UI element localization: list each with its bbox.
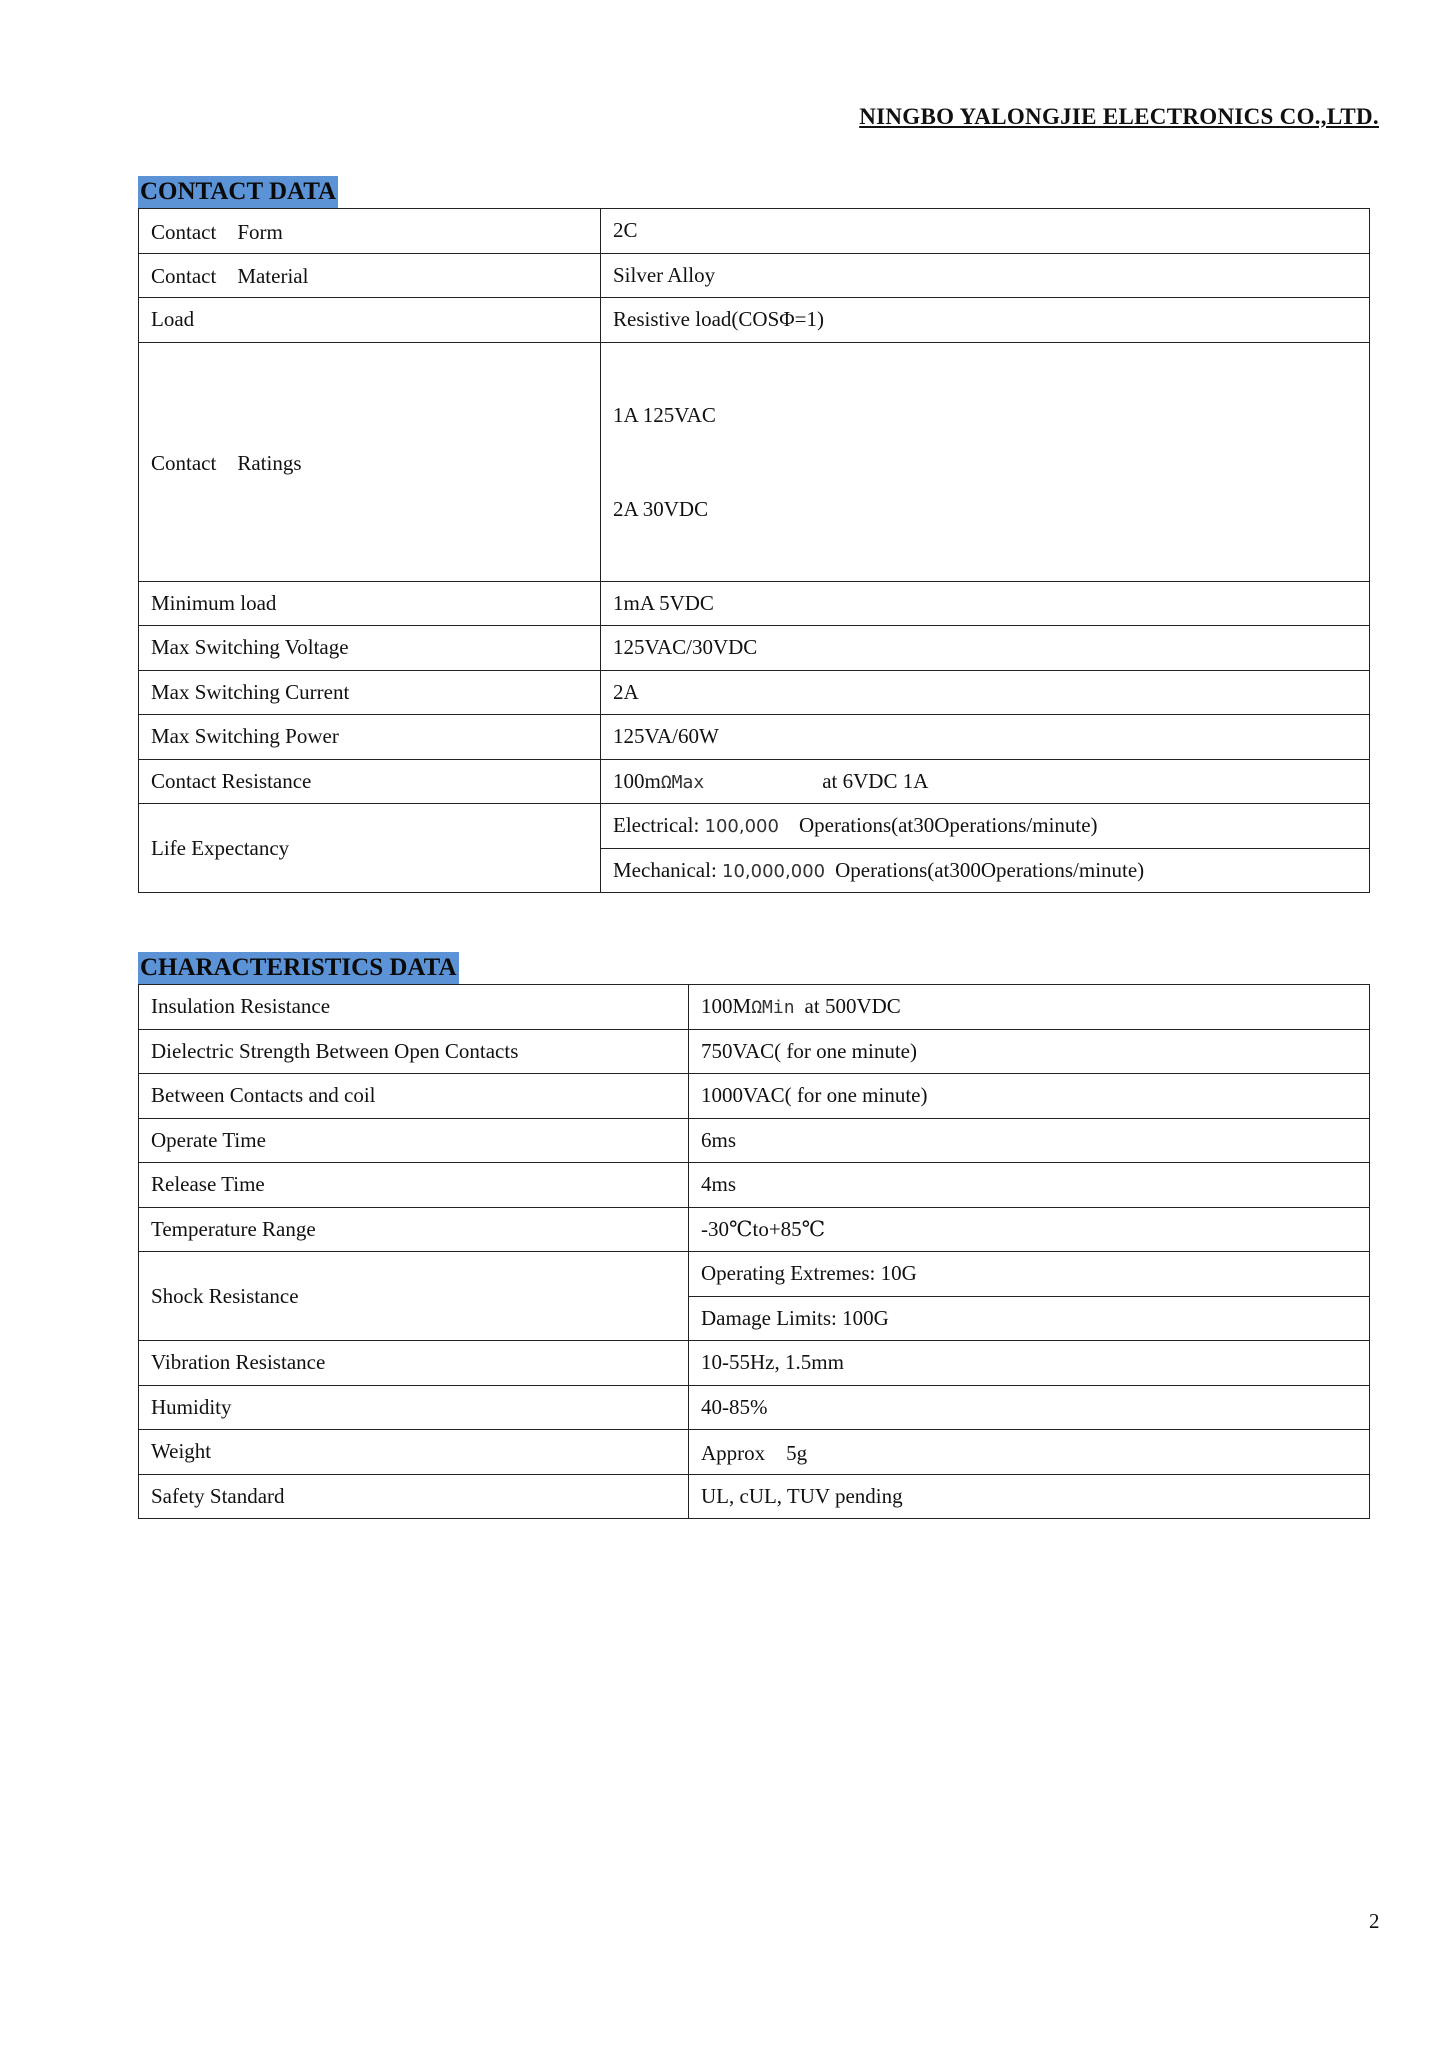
table-row (139, 1118, 1370, 1163)
table-row (139, 1474, 1370, 1519)
row-label: Minimum load (139, 581, 601, 626)
row-value (601, 342, 1370, 581)
row-label: Contact Material (139, 253, 601, 298)
characteristics-data-title: CHARACTERISTICS DATA (138, 952, 459, 984)
table-row (139, 209, 1370, 254)
row-label: Max Switching Power (139, 715, 601, 760)
row-value: 2C (601, 209, 1370, 254)
row-label: Max Switching Current (139, 670, 601, 715)
row-value: 1mA 5VDC (601, 581, 1370, 626)
row-value: 100MΩMin at 500VDC (689, 985, 1370, 1030)
row-value: 4ms (689, 1163, 1370, 1208)
table-row (139, 715, 1370, 760)
row-value: 750VAC( for one minute) (689, 1029, 1370, 1074)
row-label: Between Contacts and coil (139, 1074, 689, 1119)
rating-dc: 2A 30VDC (613, 496, 709, 521)
row-label: Weight (139, 1430, 689, 1475)
row-value: 125VAC/30VDC (601, 626, 1370, 671)
table-row (139, 670, 1370, 715)
table-row (139, 1163, 1370, 1208)
resistance-condition: at 6VDC 1A (822, 768, 929, 793)
resistance-value: 100m (613, 768, 661, 793)
rating-ac: 1A 125VAC (613, 402, 716, 427)
row-label: Load (139, 298, 601, 343)
row-label: Contact Ratings (139, 342, 601, 581)
row-label: Contact Form (139, 209, 601, 254)
table-row (139, 1430, 1370, 1475)
table-row (139, 1252, 1370, 1297)
row-value: 2A (601, 670, 1370, 715)
row-label: Shock Resistance (139, 1252, 689, 1341)
table-row (139, 581, 1370, 626)
row-value (601, 759, 1370, 804)
row-label: Insulation Resistance (139, 985, 689, 1030)
table-row (139, 342, 1370, 581)
row-value: UL, cUL, TUV pending (689, 1474, 1370, 1519)
company-name: NINGBO YALONGJIE ELECTRONICS CO.,LTD. (859, 104, 1379, 129)
row-label: Release Time (139, 1163, 689, 1208)
row-value: 1000VAC( for one minute) (689, 1074, 1370, 1119)
contact-data-table (138, 208, 1370, 893)
shock-operating: Operating Extremes: 10G (689, 1252, 1370, 1297)
table-row (139, 1341, 1370, 1386)
row-label: Temperature Range (139, 1207, 689, 1252)
row-value: 125VA/60W (601, 715, 1370, 760)
row-value: 10-55Hz, 1.5mm (689, 1341, 1370, 1386)
table-row (139, 1385, 1370, 1430)
table-row (139, 985, 1370, 1030)
row-label: Operate Time (139, 1118, 689, 1163)
page-number: 2 (1369, 1909, 1380, 1933)
row-label: Contact Resistance (139, 759, 601, 804)
row-value: 6ms (689, 1118, 1370, 1163)
row-value: -30℃to+85℃ (689, 1207, 1370, 1252)
life-mechanical: Mechanical: 10,000,000 Operations(at300Operations/minute) (601, 848, 1370, 893)
table-row (139, 759, 1370, 804)
resistance-unit: ΩMax (660, 771, 705, 793)
row-value: Approx 5g (689, 1430, 1370, 1475)
table-row (139, 626, 1370, 671)
table-row (139, 1074, 1370, 1119)
row-label: Dielectric Strength Between Open Contacts (139, 1029, 689, 1074)
contact-data-title: CONTACT DATA (138, 176, 338, 208)
row-label: Max Switching Voltage (139, 626, 601, 671)
table-row (139, 253, 1370, 298)
row-label: Humidity (139, 1385, 689, 1430)
shock-damage: Damage Limits: 100G (689, 1296, 1370, 1341)
row-value: Resistive load(COSΦ=1) (601, 298, 1370, 343)
characteristics-data-table (138, 984, 1370, 1519)
row-label: Safety Standard (139, 1474, 689, 1519)
table-row (139, 804, 1370, 849)
table-row (139, 1207, 1370, 1252)
row-label: Vibration Resistance (139, 1341, 689, 1386)
row-value: 40-85% (689, 1385, 1370, 1430)
row-value: Silver Alloy (601, 253, 1370, 298)
life-electrical: Electrical: 100,000 Operations(at30Operations/minute) (601, 804, 1370, 849)
table-row (139, 1029, 1370, 1074)
table-row (139, 298, 1370, 343)
row-label: Life Expectancy (139, 804, 601, 893)
